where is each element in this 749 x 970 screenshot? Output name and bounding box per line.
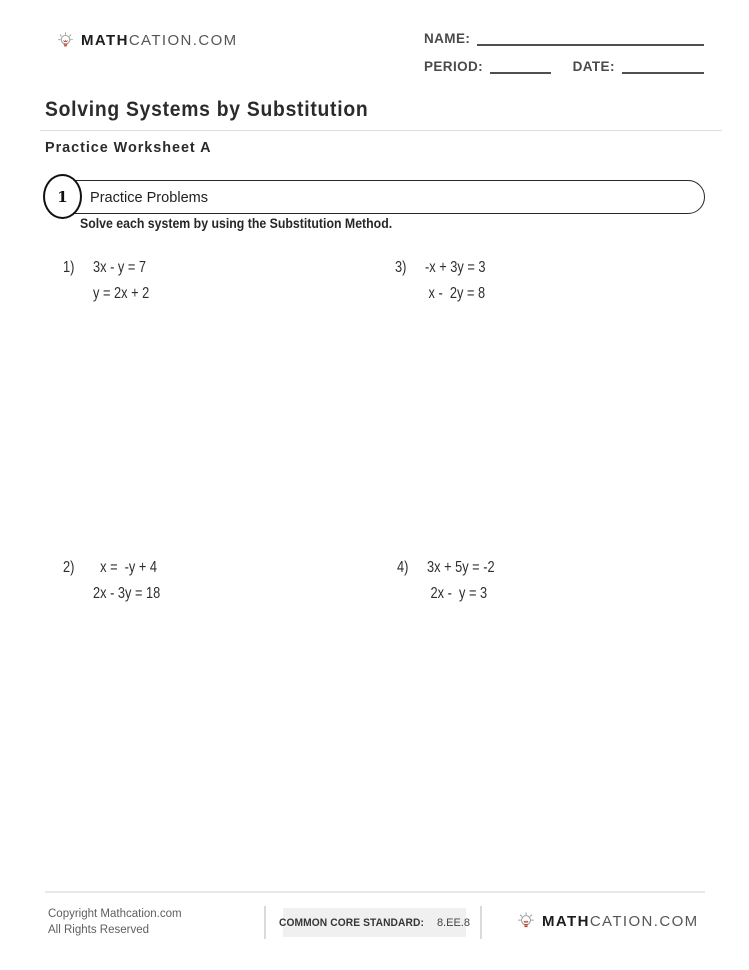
equation-line: 3x + 5y = -2 <box>427 559 495 576</box>
equation-line: 3x - y = 7 <box>93 259 146 276</box>
footer-vertical-divider <box>264 906 266 939</box>
lightbulb-icon <box>516 911 536 931</box>
lightbulb-icon <box>56 31 75 50</box>
problem-equations <box>93 555 177 607</box>
logo-brand-bold: MATH <box>81 32 129 49</box>
problem-number: 1) <box>63 259 75 276</box>
section-heading: Practice Problems <box>90 188 209 206</box>
equation-line: 2x - 3y = 18 <box>93 585 161 602</box>
student-info-fields <box>424 26 704 82</box>
section-instruction: Solve each system by using the Substitution Method. <box>80 215 393 231</box>
problem-equations <box>93 255 163 307</box>
section-header-pill <box>45 180 705 214</box>
section-number-badge: 1 <box>43 174 82 219</box>
period-label: PERIOD: <box>424 59 484 74</box>
name-blank-line <box>477 31 704 46</box>
title-divider <box>40 130 722 131</box>
page-subtitle: Practice Worksheet A <box>45 139 212 156</box>
common-core-standard-box <box>279 908 470 937</box>
standard-label: COMMON CORE STANDARD: <box>279 916 425 929</box>
period-date-field-row <box>424 54 704 74</box>
footer-logo <box>516 911 699 931</box>
date-label: DATE: <box>572 59 615 74</box>
standard-value: 8.EE.8 <box>436 916 470 929</box>
header-logo-text <box>81 32 238 49</box>
header-logo <box>56 31 238 50</box>
problem-number: 2) <box>63 559 75 576</box>
problem-equations <box>427 555 512 607</box>
page-title: Solving Systems by Substitution <box>45 98 369 121</box>
problem-1 <box>63 255 163 307</box>
equation-line: x = -y + 4 <box>93 559 158 576</box>
equation-line: y = 2x + 2 <box>93 285 150 302</box>
problem-4 <box>397 555 512 607</box>
problem-number: 4) <box>397 559 409 576</box>
logo-brand-bold: MATH <box>542 912 590 930</box>
period-blank-line <box>490 59 551 74</box>
name-label: NAME: <box>424 31 471 46</box>
problem-equations <box>425 255 501 307</box>
date-blank-line <box>622 59 704 74</box>
footer-divider <box>45 891 705 893</box>
logo-brand-rest: CATION.COM <box>589 912 699 930</box>
name-field-row <box>424 26 704 46</box>
copyright-line-2: All Rights Reserved <box>48 924 149 936</box>
footer-logo-text <box>542 913 699 930</box>
equation-line: 2x - y = 3 <box>427 585 488 602</box>
problem-2 <box>63 555 177 607</box>
copyright-block <box>48 906 182 938</box>
equation-line: -x + 3y = 3 <box>425 259 486 276</box>
footer-vertical-divider <box>480 906 482 939</box>
equation-line: x - 2y = 8 <box>425 285 486 302</box>
problem-3 <box>395 255 501 307</box>
copyright-line-1: Copyright Mathcation.com <box>48 908 182 920</box>
problem-number: 3) <box>395 259 407 276</box>
logo-brand-rest: CATION.COM <box>128 32 238 49</box>
